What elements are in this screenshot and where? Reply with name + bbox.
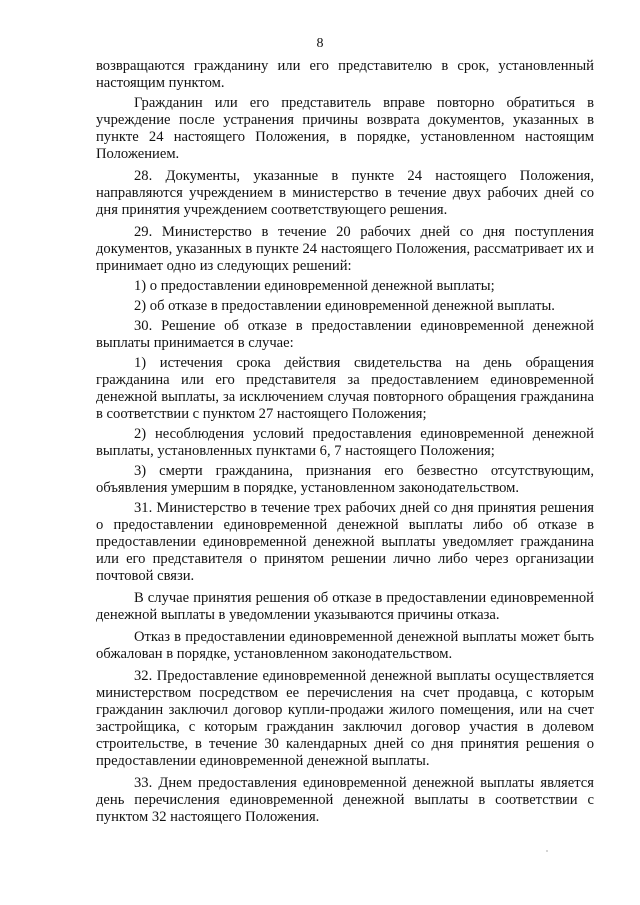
paragraph-clause-29-item-2: 2) об отказе в предоставлении единовременной денежной выплаты. bbox=[134, 298, 555, 314]
paragraph-clause-30: 30. Решение об отказе в предоставлении единовременной денежной выплаты принимается в случае: bbox=[96, 318, 594, 351]
paragraph-refusal-reasons: В случае принятия решения об отказе в предоставлении единовременной денежной выплаты в уведомлении указываются причины отказа. bbox=[96, 590, 594, 623]
document-body bbox=[96, 58, 594, 829]
paragraph-clause-32: 32. Предоставление единовременной денежной выплаты осуществляется министерством посредством ее перечисления на счет продавца, с которым гражданин заключил договор купли-продажи жилого помещения, или на счет застройщика, с которым гражданин заключил договор участия в долевом строительстве, в течение 30 календарных дней со дня принятия решения о предоставлении единовременной денежной выплаты. bbox=[96, 668, 594, 769]
paragraph-clause-30-item-1: 1) истечения срока действия свидетельства на день обращения гражданина или его представителя за предоставлением единовременной денежной выплаты, за исключением случая повторного обращения гражданина в соответствии с пунктом 27 настоящего Положения; bbox=[96, 355, 594, 422]
page-number: 8 bbox=[316, 36, 324, 51]
paragraph-return-continuation: возвращаются гражданину или его представителю в срок, установленный настоящим пунктом. bbox=[96, 58, 594, 91]
paragraph-clause-33: 33. Днем предоставления единовременной денежной выплаты является день перечисления единовременной денежной выплаты в соответствии с пунктом 32 настоящего Положения. bbox=[96, 775, 594, 825]
paragraph-clause-28: 28. Документы, указанные в пункте 24 настоящего Положения, направляются учреждением в министерство в течение двух рабочих дней со дня принятия учреждением соответствующего решения. bbox=[96, 168, 594, 218]
paragraph-clause-30-item-2: 2) несоблюдения условий предоставления единовременной денежной выплаты, установленных пунктами 6, 7 настоящего Положения; bbox=[96, 426, 594, 459]
paragraph-refusal-appeal: Отказ в предоставлении единовременной денежной выплаты может быть обжалован в порядке, установленном законодательством. bbox=[96, 629, 594, 662]
paragraph-clause-29: 29. Министерство в течение 20 рабочих дней со дня поступления документов, указанных в пункте 24 настоящего Положения, рассматривает их и принимает одно из следующих решений: bbox=[96, 224, 594, 274]
paragraph-clause-31: 31. Министерство в течение трех рабочих дней со дня принятия решения о предоставлении единовременной денежной выплаты либо об отказе в предоставлении единовременной денежной выплаты уведомляет гражданина или его представителя о принятом решении лично либо через организации почтовой связи. bbox=[96, 500, 594, 584]
paragraph-clause-29-item-1: 1) о предоставлении единовременной денежной выплаты; bbox=[134, 278, 495, 294]
paragraph-repeat-application: Гражданин или его представитель вправе повторно обратиться в учреждение после устранения причины возврата документов, указанных в пункте 24 настоящего Положения, в порядке, установленном настоящим Положением. bbox=[96, 95, 594, 162]
paragraph-clause-30-item-3: 3) смерти гражданина, признания его безвестно отсутствующим, объявления умершим в порядке, установленном законодательством. bbox=[96, 463, 594, 496]
scan-speck bbox=[546, 850, 548, 852]
